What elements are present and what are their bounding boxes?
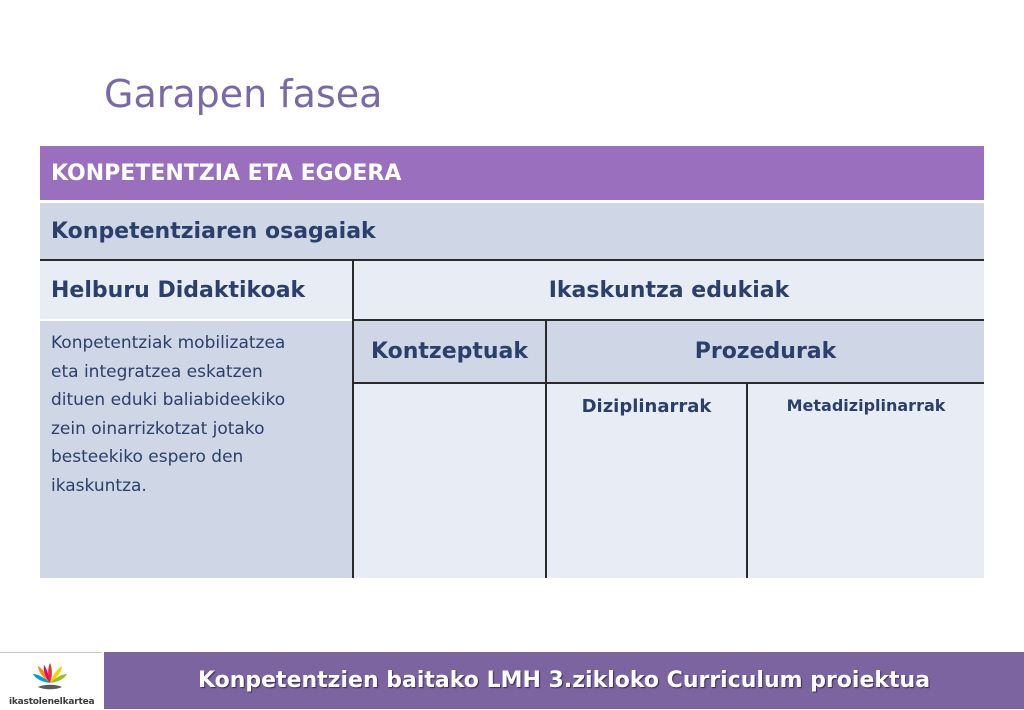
description-cell [40, 321, 352, 578]
grid-line [40, 200, 984, 203]
grid-line [352, 382, 984, 384]
empty-cell-kontzeptuak [354, 384, 545, 578]
logo-text: ikastolenelkartea [9, 697, 95, 707]
description-line: ikaskuntza. [51, 475, 147, 496]
table-subheader: Konpetentziaren osagaiak [40, 203, 984, 259]
footer-bar [104, 652, 1024, 709]
description-line: besteekiko espero den [51, 447, 244, 467]
description-line: eta integratzea eskatzen [51, 361, 263, 382]
description-line: Konpetentziak mobilizatzea [51, 333, 286, 353]
table-header: KONPETENTZIA ETA EGOERA [40, 146, 984, 200]
col-prozedurak: Prozedurak [547, 321, 984, 382]
col-metadiziplinarrak: Metadiziplinarrak [748, 384, 984, 578]
col-diziplinarrak: Diziplinarrak [547, 384, 746, 578]
grid-line [746, 382, 748, 578]
grid-line [352, 319, 984, 321]
logo-flower-icon [0, 653, 102, 697]
grid-line [40, 259, 984, 261]
slide-title: Garapen fasea [104, 72, 383, 116]
competence-table [40, 146, 984, 578]
description-line: dituen eduki baliabideekiko [51, 390, 286, 410]
grid-line [545, 319, 547, 578]
col-kontzeptuak: Kontzeptuak [354, 321, 545, 382]
grid-line [352, 259, 354, 578]
ikastolen-elkartea-logo [0, 652, 102, 710]
description-text [51, 329, 285, 500]
col-helburu-didaktikoak: Helburu Didaktikoak [40, 261, 352, 319]
footer-title: Konpetentzien baitako LMH 3.zikloko Curriculum proiektua [197, 668, 931, 693]
description-line: zein oinarrizkotzat jotako [51, 418, 265, 439]
col-ikaskuntza-edukiak: Ikaskuntza edukiak [354, 261, 984, 319]
